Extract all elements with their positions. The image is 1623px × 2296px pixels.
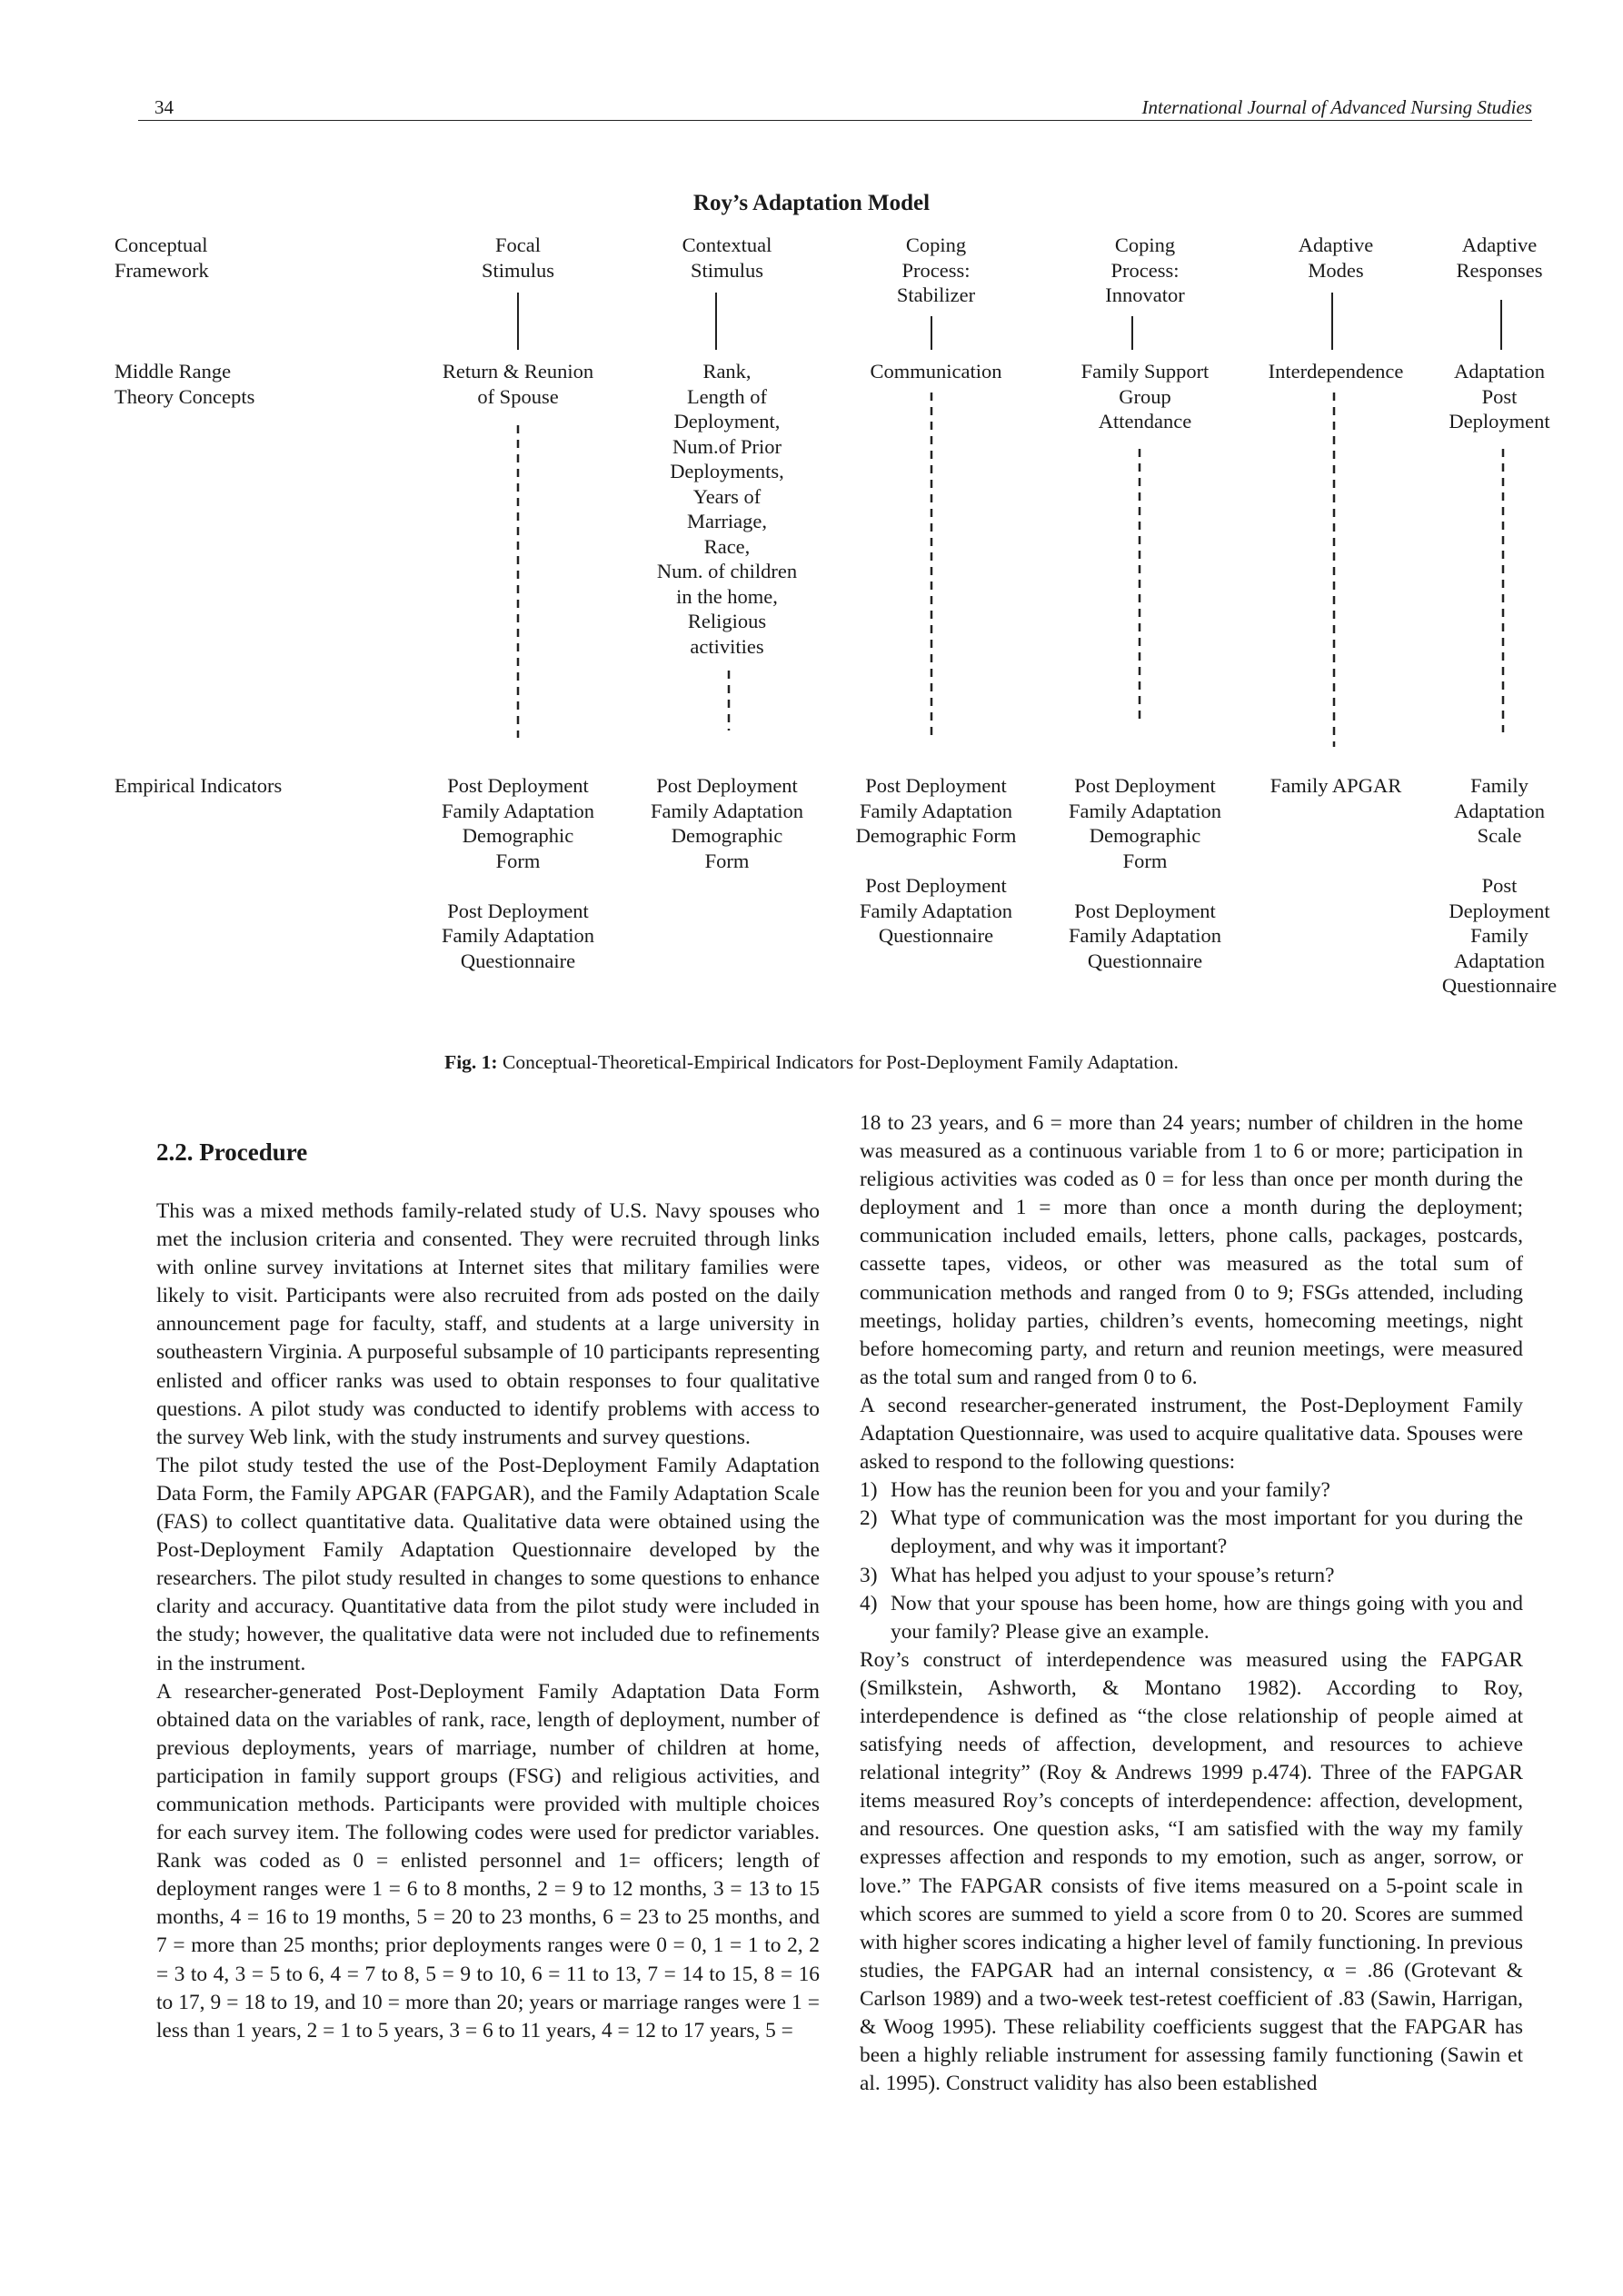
middle-return-reunion: Return & Reunion of Spouse bbox=[442, 360, 594, 408]
caption-label: Fig. 1: bbox=[444, 1051, 498, 1073]
question-text: How has the reunion been for you and your family? bbox=[891, 1478, 1330, 1503]
question-number: 2) bbox=[860, 1506, 878, 1531]
right-text-column bbox=[860, 1109, 1523, 2098]
question-item bbox=[860, 1590, 1523, 1646]
figure-title: Roy’s Adaptation Model bbox=[692, 191, 931, 215]
concept-coping-stabilizer: Coping Process: Stabilizer bbox=[896, 234, 976, 306]
question-item bbox=[860, 1562, 1523, 1590]
concept-contextual-stimulus: Contextual Stimulus bbox=[682, 234, 772, 282]
row-label-middle-range: Middle Range Theory Concepts bbox=[115, 360, 255, 408]
middle-demographics: Rank, Length of Deployment, Num.of Prior Deployments, Years of Marriage, Race, Num. of children in the home, Religious activities bbox=[656, 360, 798, 658]
row-label-empirical: Empirical Indicators bbox=[115, 774, 283, 797]
paragraph: Roy’s construct of interdependence was measured using the FAPGAR (Smilkstein, Ashworth, & Montano 1982). According to Roy, interdependence is defined as “the close relationship of people aimed at satisfying needs of affection, development, and resources to achieve relational integrity” (Roy & Andrews 1999 p.474). Three of the FAPGAR items measured Roy’s concepts of interdependence: affection, development, and resources. One question asks, “I am satisfied with the way my family expresses affection and responds to my emotion, such as anger, sorrow, or love.” The FAPGAR consists of five items measured on a 5-point scale in which scores are summed to yield a score from 0 to 20. Scores are summed with higher scores indicating a higher level of family functioning. In previous studies, the FAPGAR had an internal consistency, α = .86 (Grotevant & Carlson 1989) and a two-week test-retest coefficient of .83 (Sawin, Harrigan, & Woog 1995). These reliability coefficients suggest that the FAPGAR has been a highly reliable instrument for assessing family functioning (Sawin et al. 1995). Construct validity has also been established bbox=[860, 1647, 1523, 2096]
caption-text: Conceptual-Theoretical-Empirical Indicators for Post-Deployment Family Adaptation. bbox=[497, 1051, 1179, 1073]
question-number: 1) bbox=[860, 1478, 878, 1503]
empirical-col-5: Family APGAR bbox=[1270, 774, 1402, 797]
concept-adaptive-modes: Adaptive Modes bbox=[1298, 234, 1374, 282]
middle-communication: Communication bbox=[870, 360, 1002, 383]
middle-family-support-group: Family Support Group Attendance bbox=[1080, 360, 1210, 432]
paragraph: 18 to 23 years, and 6 = more than 24 years; number of children in the home was measured as a continuous variable from 1 to 6 or more; participation in religious activities was coded as 0 = for less than once per month during the deployment and 1 = more than once a month during the deployment; communication included emails, letters, phone calls, packages, postcards, cassette tapes, videos, or other was measured as the total sum of communication methods and ranged from 0 to 9; FSGs attended, including meetings, holiday parties, children’s events, homecoming meetings, night before homecoming party, and return and reunion meetings, were measured as the total sum and ranged from 0 to 6. bbox=[860, 1111, 1523, 1389]
empirical-col-6: Family Adaptation Scale Post Deployment Family Adaptation Questionnaire bbox=[1441, 774, 1558, 997]
empirical-col-4: Post Deployment Family Adaptation Demographic Form Post Deployment Family Adaptation Questionnaire bbox=[1068, 774, 1222, 972]
journal-title: International Journal of Advanced Nursing Studies bbox=[1141, 96, 1532, 118]
concept-focal-stimulus: Focal Stimulus bbox=[481, 234, 555, 282]
empirical-col-1: Post Deployment Family Adaptation Demographic Form Post Deployment Family Adaptation Questionnaire bbox=[441, 774, 595, 972]
row-label-conceptual: Conceptual Framework bbox=[115, 234, 209, 282]
paragraph: This was a mixed methods family-related study of U.S. Navy spouses who met the inclusion criteria and consented. They were recruited through links with online survey invitations at Internet sites that military families were likely to visit. Participants were also recruited from ads posted on the daily announcement page for faculty, staff, and students at a large university in southeastern Virginia. A purposeful subsample of 10 participants representing enlisted and officer ranks was used to obtain responses to four qualitative questions. A pilot study was conducted to identify problems with access to the survey Web link, with the study instruments and survey questions. bbox=[156, 1199, 820, 1449]
left-text-column bbox=[156, 1138, 820, 2045]
concept-coping-innovator: Coping Process: Innovator bbox=[1105, 234, 1185, 306]
middle-adaptation-post-deployment: Adaptation Post Deployment bbox=[1449, 360, 1550, 432]
empirical-col-3: Post Deployment Family Adaptation Demographic Form Post Deployment Family Adaptation Questionnaire bbox=[855, 774, 1017, 947]
middle-interdependence: Interdependence bbox=[1268, 360, 1404, 383]
question-text: What has helped you adjust to your spouse’s return? bbox=[891, 1563, 1335, 1587]
section-heading: 2.2. Procedure bbox=[156, 1138, 308, 1166]
page-number: 34 bbox=[154, 96, 174, 118]
question-text: What type of communication was the most important for you during the deployment, and why was it important? bbox=[891, 1506, 1523, 1559]
empirical-col-2: Post Deployment Family Adaptation Demographic Form bbox=[650, 774, 804, 872]
figure-connectors bbox=[0, 0, 1623, 1090]
paragraph: The pilot study tested the use of the Post-Deployment Family Adaptation Data Form, the Family APGAR (FAPGAR), and the Family Adaptation Scale (FAS) to collect quantitative data. Qualitative data were obtained using the Post-Deployment Family Adaptation Questionnaire developed by the researchers. The pilot study resulted in changes to some questions to enhance clarity and accuracy. Quantitative data from the pilot study were included in the study; however, the qualitative data were not included due to refinements in the instrument. bbox=[156, 1453, 820, 1675]
question-number: 4) bbox=[860, 1591, 878, 1615]
figure-caption bbox=[0, 1051, 1623, 1074]
paragraph: A second researcher-generated instrument, the Post-Deployment Family Adaptation Questionnaire, was used to acquire qualitative data. Spouses were asked to respond to the following questions: bbox=[860, 1393, 1523, 1475]
question-number: 3) bbox=[860, 1563, 878, 1587]
question-text: Now that your spouse has been home, how are things going with you and your family? Please give an example. bbox=[891, 1591, 1523, 1644]
paragraph: A researcher-generated Post-Deployment Family Adaptation Data Form obtained data on the variables of rank, race, length of deployment, number of previous deployments, years of marriage, number of children at home, participation in family support groups (FSG) and religious activities, and communication methods. Participants were provided with multiple choices for each survey item. The following codes were used for predictor variables. Rank was coded as 0 = enlisted personnel and 1= officers; length of deployment ranges were 1 = 6 to 8 months, 2 = 9 to 12 months, 3 = 13 to 15 months, 4 = 16 to 19 months, 5 = 20 to 23 months, 6 = 23 to 25 months, and 7 = more than 25 months; prior deployments ranges were 0 = 0, 1 = 1 to 2, 2 = 3 to 4, 3 = 5 to 6, 4 = 7 to 8, 5 = 9 to 10, 6 = 11 to 13, 7 = 14 to 15, 8 = 16 to 17, 9 = 18 to 19, and 10 = more than 20; years or marriage ranges were 1 = less than 1 years, 2 = 1 to 5 years, 3 = 6 to 11 years, 4 = 12 to 17 years, 5 = bbox=[156, 1679, 820, 2043]
question-item bbox=[860, 1505, 1523, 1561]
figure-roy-adaptation-model bbox=[0, 0, 1623, 1090]
question-item bbox=[860, 1476, 1523, 1505]
concept-adaptive-responses: Adaptive Responses bbox=[1456, 234, 1543, 282]
